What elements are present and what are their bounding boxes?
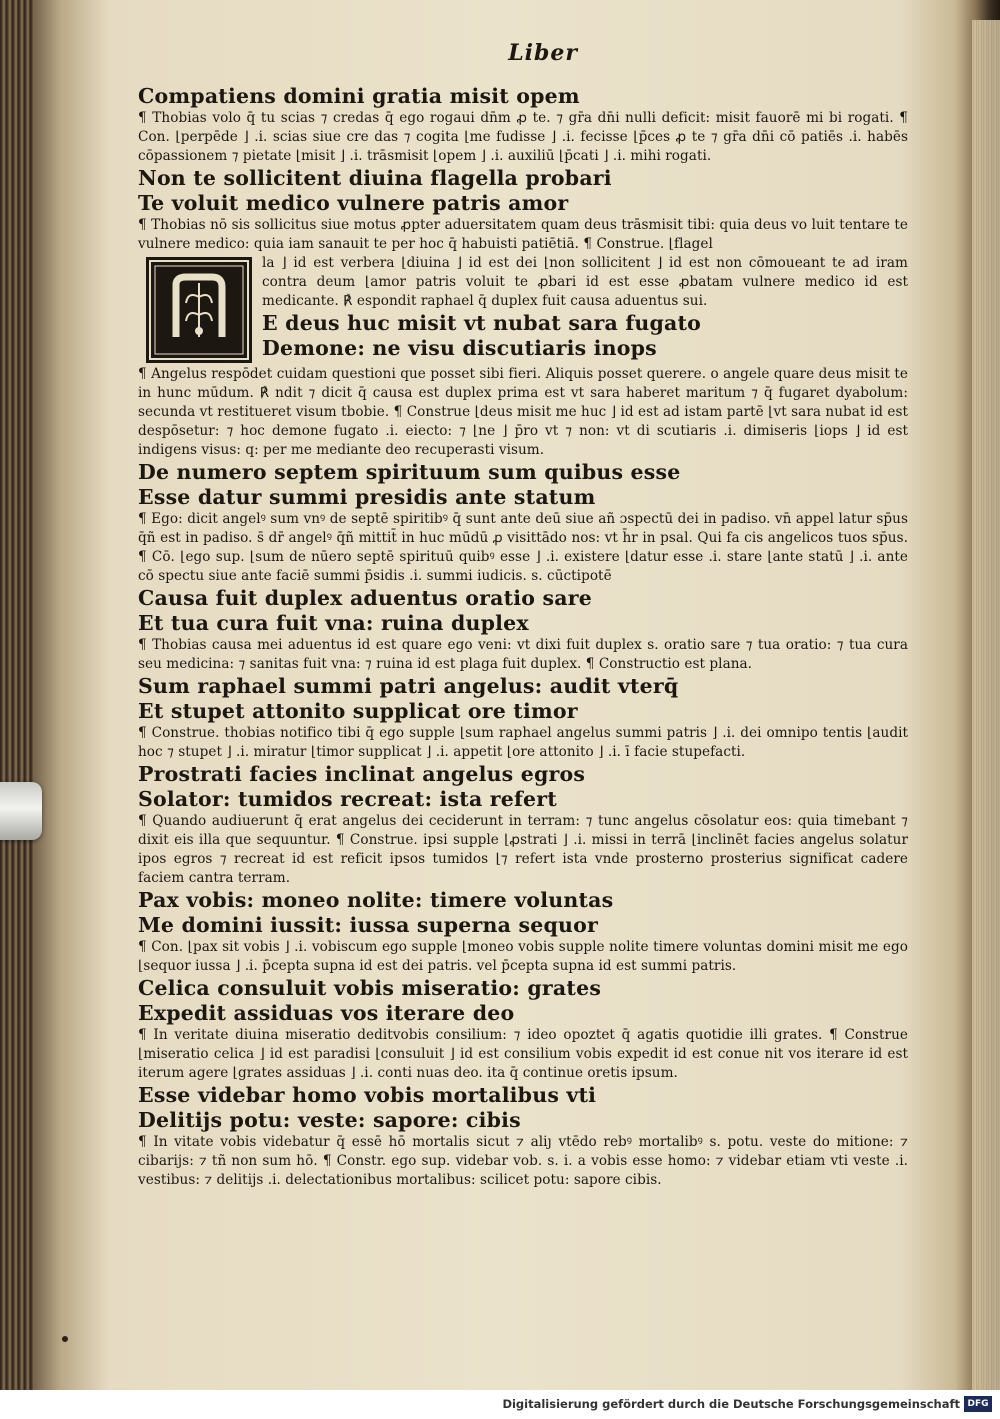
gloss-text: ¶ In vitate vobis videbatur q̄ essē hō mortalis sicut ⁊ aliȷ vtēdo rebꝰ mortalibꝰ s. potu. veste do mitione: ⁊ cibarijs: ⁊ tñ non sum hō. ¶ Constr. ego sup. videbar vob. s. i. a vobis esse homo: ⁊ videbar etiam vti veste .i. vestibus: ⁊ delitijs .i. delectationibus mortalibus: scilicet potu: sapore cibis.: [138, 1134, 908, 1188]
gloss-text: ¶ Quando audiuerunt q̄ erat angelus dei ceciderunt in terram: ⁊ tunc angelus cōsolatur eos: quia timebant ⁊ dixit eis illa que sequuntur. ¶ Construe. ipsi supple ⌊ꝓstrati ⌋ .i. missi in terrā ⌊inclinēt facies angelus solatur ipos egros ⁊ recreat id est reficit ipsos tumidos ⌊⁊ refert ista vnde prosterno prosterius significat cadere faciem cantra terram.: [138, 813, 908, 886]
verse-line: Sum raphael summi patri angelus: audit vterq̄: [138, 674, 679, 698]
decorated-initial-icon: [146, 257, 252, 363]
page-edges: [972, 20, 1000, 1390]
gloss-text: ¶ Construe. thobias notifico tibi q̄ ego supple ⌊sum raphael angelus summi patris ⌋ .i. dei omnipo tentis ⌊audit hoc ⁊ stupet ⌋ .i. miratur ⌊timor supplicat ⌋ .i. appetit ⌊ore attonito ⌋ .i. ī facie stupefacti.: [138, 725, 908, 760]
verse-line: Celica consuluit vobis miseratio: grates: [138, 976, 602, 1000]
verse-line: E deus huc misit vt nubat sara fugato: [262, 311, 702, 335]
gloss-text: ¶ Ego: dicit angelꝰ sum vnꝰ de septē spiritibꝰ q̄ sunt ante deū siue añ ɔspectū dei in padiso. vn̄ appel latur sp̄us q̄ñ est in padiso. s̄ dr̄ angelꝰ q̄ñ mittit̄ in huc mūdū ꝓ visittādo nos: vt h̄r in psal. Qui fa cis angelicos tuos sp̄us. ¶ Cō. ⌊ego sup. ⌊sum de nūero septē spirituū quibꝰ esse ⌋ .i. existere ⌊datur esse .i. stare ⌊ante statū ⌋ .i. ante cō spectu siue ante faciē summi p̄sidis .i. summi iudicis. s. cūctipotē̄: [138, 511, 908, 584]
running-head: Liber: [508, 40, 578, 66]
verse-line: Et stupet attonito supplicat ore timor: [138, 699, 578, 723]
page-text: [138, 40, 908, 1190]
gloss-text: ¶ Thobias volo q̄ tu scias ⁊ credas q̄ ego rogaui dn̄m ꝓ te. ⁊ gr̄a dn̄i nulli deficit: misit fauorē mi bi rogati. ¶ Con. ⌊perpēde ⌋ .i. scias siue cre das ⁊ cogita ⌊me fudisse ⌋ .i. fecisse ⌊p̄ces ꝓ te ⁊ gr̄a dn̄i cō patiēs .i. habēs cōpassionem ⁊ pietate ⌊misit ⌋ .i. trāsmisit ⌊opem ⌋ .i. auxiliū ⌊p̄cati ⌋ .i. mihi rogati.: [138, 110, 908, 164]
verse-line: Pax vobis: moneo nolite: timere voluntas: [138, 888, 614, 912]
ink-spot: [62, 1336, 68, 1342]
verse-line: Non te sollicitent diuina flagella probari: [138, 166, 612, 190]
verse-line: De numero septem spirituum sum quibus esse: [138, 460, 681, 484]
gloss-text: ¶ Thobias causa mei aduentus id est quare ego veni: vt dixi fuit duplex s. oratio sare ⁊ tua oratio: ⁊ tua cura seu medicina: ⁊ sanitas fuit vna: ⁊ ruina id est plaga fuit duplex. ¶ Constructio est plana.: [138, 637, 908, 672]
verse-line: Solator: tumidos recreat: ista refert: [138, 787, 557, 811]
dfg-logo: DFG: [964, 1396, 992, 1412]
verse-line: Causa fuit duplex aduentus oratio sare: [138, 586, 592, 610]
digitization-footer: [0, 1390, 1000, 1419]
initial-block: [138, 254, 908, 365]
verse-line: Te voluit medico vulnere patris amor: [138, 191, 569, 215]
gloss-text: ¶ In veritate diuina miseratio deditvobis consilium: ⁊ ideo opoztet q̄ agatis quotidie illi grates. ¶ Construe ⌊miseratio celica ⌋ id est paradisi ⌊consuluit ⌋ id est consilium vobis expedit id est conue nit vos iterare id est iterum agere ⌊grates assiduas ⌋ .i. conti nuas deo. ita q̄ continue oretis ipsum.: [138, 1027, 908, 1081]
verse-line: Delitijs potu: veste: sapore: cibis: [138, 1108, 521, 1132]
page-clip: [0, 782, 42, 840]
verse-line: Demone: ne visu discutiaris inops: [262, 336, 657, 360]
verse-line: Expedit assiduas vos iterare deo: [138, 1001, 515, 1025]
footer-credit: Digitalisierung gefördert durch die Deutsche Forschungsgemeinschaft: [502, 1397, 960, 1411]
verse-line: Compatiens domini gratia misit opem: [138, 84, 580, 108]
text-blocks: [138, 84, 908, 1190]
verse-line: Me domini iussit: iussa superna sequor: [138, 913, 598, 937]
gloss-text: ¶ Con. ⌊pax sit vobis ⌋ .i. vobiscum ego supple ⌊moneo vobis supple nolite timere voluntas domini misit me ego ⌊sequor iussa ⌋ .i. p̄cepta supna id est dei patris. vel p̄cepta supna id est summi patris.: [138, 939, 908, 974]
binding-edge: [0, 0, 34, 1390]
gloss-text: ¶ Thobias nō sis sollicitus siue motus ꝓpter aduersitatem quam deus trāsmisit tibi: quia deus vo luit tentare te vulnere medico: quia iam sanauit te per hoc q̄ habuisti patiētiā. ¶ Construe. ⌊flagel: [138, 217, 908, 252]
gloss-text: ¶ Angelus respōdet cuidam questioni que posset sibi fieri. Aliquis posset querere. o angele quare deus misit te in hunc mūdum. ℟ ndit ⁊ dicit q̄ causa est duplex prima est vt sara haberet maritum ⁊ q̄ fugaret dyabolum: secunda vt restitueret visum tbobie. ¶ Construe ⌊deus misit me huc ⌋ id est ad istam partē ⌊vt sara nubat id est despōsetur: ⁊ hoc demone fugato .i. eiecto: ⁊ ⌊ne ⌋ p̄ro vt ⁊ non: vt di scutiaris .i. dimiseris ⌊iops ⌋ id est indigens visus: q: per me mediante deo recuperasti visum.: [138, 366, 908, 458]
verse-line: Esse videbar homo vobis mortalibus vti: [138, 1083, 597, 1107]
verse-line: Et tua cura fuit vna: ruina duplex: [138, 611, 529, 635]
verse-line: Prostrati facies inclinat angelus egros: [138, 762, 586, 786]
gloss-text: la ⌋ id est verbera ⌊diuina ⌋ id est dei ⌊non sollicitent ⌋ id est non cōmoueant te ad iram contra deum ⌊amor patris voluit te ꝓbari id est esse ꝓbatam vulnere medico id est medicante. ℟ espondit raphael q̄ duplex fuit causa aduentus sui.: [262, 255, 908, 309]
verse-line: Esse datur summi presidis ante statum: [138, 485, 596, 509]
